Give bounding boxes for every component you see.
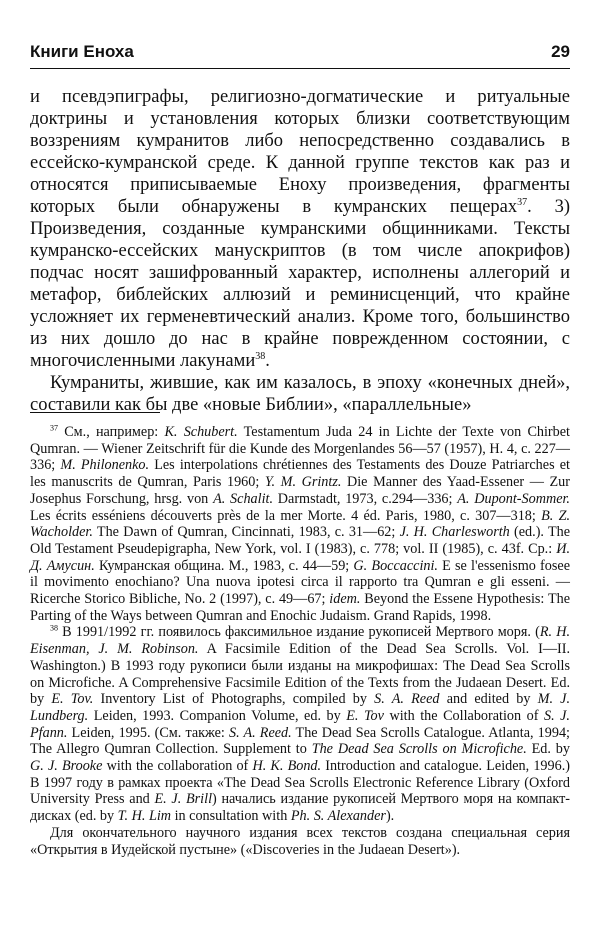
footnote-text: Beyond the Essene Hypothesis: The Parting of the Ways between Qumran and Enochic Judaism. Grand Rapids, 1998.: [30, 591, 570, 624]
author-name: R. H. Eisenman, J. M. Robinson.: [30, 624, 570, 658]
footnote-text: Inventory List of Photographs, compiled by: [93, 691, 375, 708]
author-name: И. Д. Амусин.: [30, 540, 570, 574]
author-name: T. H. Lim: [117, 808, 172, 825]
paragraph-1: [30, 86, 570, 372]
footnote-text: with the Collaboration of: [383, 707, 544, 724]
author-name: E. J. Brill: [154, 791, 213, 808]
footnote-rule: [30, 412, 160, 413]
author-name: A. Dupont-Sommer.: [457, 490, 570, 507]
footnote-number: 38: [50, 623, 58, 633]
main-text: [30, 86, 570, 416]
footnote-text: in consultation with: [171, 808, 291, 825]
header-rule: [30, 68, 570, 69]
author-name: M. Philonenko.: [60, 457, 150, 474]
footnote-text: ).: [385, 808, 395, 825]
author-name: S. J. Pfann.: [30, 707, 570, 741]
footnotes: [30, 424, 570, 858]
footnote-38: [30, 624, 570, 824]
author-name: E. Tov.: [51, 691, 94, 708]
author-name: S. A. Reed.: [228, 724, 292, 741]
footnote-text: См., например:: [58, 424, 165, 440]
author-name: idem.: [329, 591, 361, 608]
footnote-ref-37[interactable]: 37: [517, 196, 528, 208]
author-name: G. J. Brooke: [30, 758, 103, 775]
footnote-text: Кумранская община. М., 1983, c. 44—59;: [94, 557, 354, 574]
footnote-text: Testamentum Juda 24 in Lichte der Texte von Chirbet Qumran. — Wiener Zeitschrift für die Kunde des Morgenlandes 56—57 (1957), H. 4, c. 227—336;: [30, 424, 570, 474]
author-name: Y. M. Grintz.: [264, 474, 342, 491]
footnote-text: (ed.). The Old Testament Pseudepigrapha, New York, vol. I (1983), c. 778; vol. II (1985), c. 43f. Ср.:: [30, 524, 571, 557]
author-name: G. Boccaccini.: [353, 557, 438, 574]
paragraph-1-text-a: и псевдэпиграфы, религиозно-догматические и ритуальные доктрины и установления которых близки соответствующим воззрениям кумранитов либо непосредственно создавались в ессейско-кумранской среде. К данной группе текстов как раз и относятся приписываемые Еноху произведения, фрагменты которых были обнаружены в кумранских пещерах: [30, 87, 570, 217]
footnote-text: Introduction and catalogue. Leiden, 1996.) В 1997 году в рамках проекта «The Dead Sea Scrolls Electronic Reference Library (Oxford University Press and: [30, 758, 570, 808]
author-name: Ph. S. Alexander: [290, 808, 386, 825]
footnote-text: with the collaboration of: [102, 758, 253, 775]
title-italic: The Dead Sea Scrolls on Microfiche.: [311, 741, 527, 758]
page-number: 29: [551, 42, 570, 61]
footnote-text: Leiden, 1993. Companion Volume, ed. by: [88, 707, 347, 724]
running-title: Книги Еноха: [30, 42, 134, 61]
footnote-text: Die Manner des Yaad-Essener — Zur Josephus Forschung, hrsg. von: [30, 474, 570, 507]
footnote-text: A Facsimile Edition of the Dead Sea Scrolls. Vol. I—II. Washington.) В 1993 году рукописи были изданы на микрофишах: The Dead Sea Scrolls on Microfiche. A Comprehensive Facsimile Edition of the Texts from the Judaean Desert. Ed. by: [30, 641, 571, 708]
footnote-text: Leiden, 1995. (См. также:: [67, 724, 229, 741]
footnote-38-continuation: Для окончательного научного издания всех текстов создана специальная серия «Открытия в Иудейской пустыне» («Discoveries in the Judaean Desert»).: [30, 824, 570, 858]
paragraph-1-text-b: . 3) Произведения, созданные кумранскими общинниками. Тексты кумранско-ессейских манускриптов (в том числе апокрифов) подчас носят зашифрованный характер, исполнены аллегорий и метафор, библейских аллюзий и реминисценций, что крайне усложняет их герменевтический анализ. Кроме того, большинство из них дошло до нас в крайне поврежденном состоянии, с многочисленными лакунами: [30, 197, 570, 371]
author-name: J. H. Charlesworth: [399, 524, 510, 541]
footnote-text: В 1991/1992 гг. появилось факсимильное издание рукописей Мертвого моря. (: [58, 624, 540, 641]
author-name: A. Schalit.: [213, 490, 274, 507]
paragraph-2: Кумраниты, жившие, как им казалось, в эпоху «конечных дней», составили как бы две «новые Библии», «параллельные»: [30, 373, 570, 415]
footnote-text: Darmstadt, 1973, c.294—336;: [273, 490, 458, 507]
footnote-text: ) начались издание рукописей Мертвого моря на компакт-дисках (ed. by: [30, 791, 570, 825]
running-header: [30, 40, 570, 64]
footnote-number: 37: [50, 423, 58, 433]
footnote-text: The Dead Sea Scrolls Catalogue. Atlanta, 1994; The Allegro Qumran Collection. Supplement to: [30, 724, 570, 758]
author-name: B. Z. Wacholder.: [30, 507, 571, 541]
author-name: S. A. Reed: [374, 691, 440, 708]
footnote-text: E se l'essenismo fosee il movimento enochiano? Una nuova ipotesi circa il rapporto tra Qumran e gli esseni. — Ricerche Storico Bibliche, No. 2 (1997), c. 49—67;: [30, 557, 570, 608]
footnote-text: Ed. by: [526, 741, 570, 758]
footnote-text: The Dawn of Qumran, Cincinnati, 1983, c. 31—62;: [92, 524, 400, 541]
footnote-text: Les écrits esséniens découverts près de la mer Morte. 4 éd. Paris, 1980, c. 307—318;: [30, 507, 542, 524]
footnote-37: [30, 424, 570, 624]
paragraph-1-end: .: [265, 351, 270, 371]
footnote-text: Les interpolations chrétiennes des Testaments des Douze Patriarches et les manuscrits de Qumran, Paris 1960;: [30, 457, 570, 491]
author-name: K. Schubert.: [164, 424, 238, 440]
author-name: E. Tov: [346, 707, 384, 724]
author-name: M. J. Lundberg.: [30, 691, 571, 724]
footnote-ref-38[interactable]: 38: [255, 350, 266, 362]
author-name: H. K. Bond.: [252, 758, 322, 775]
footnote-text: and edited by: [439, 691, 538, 708]
